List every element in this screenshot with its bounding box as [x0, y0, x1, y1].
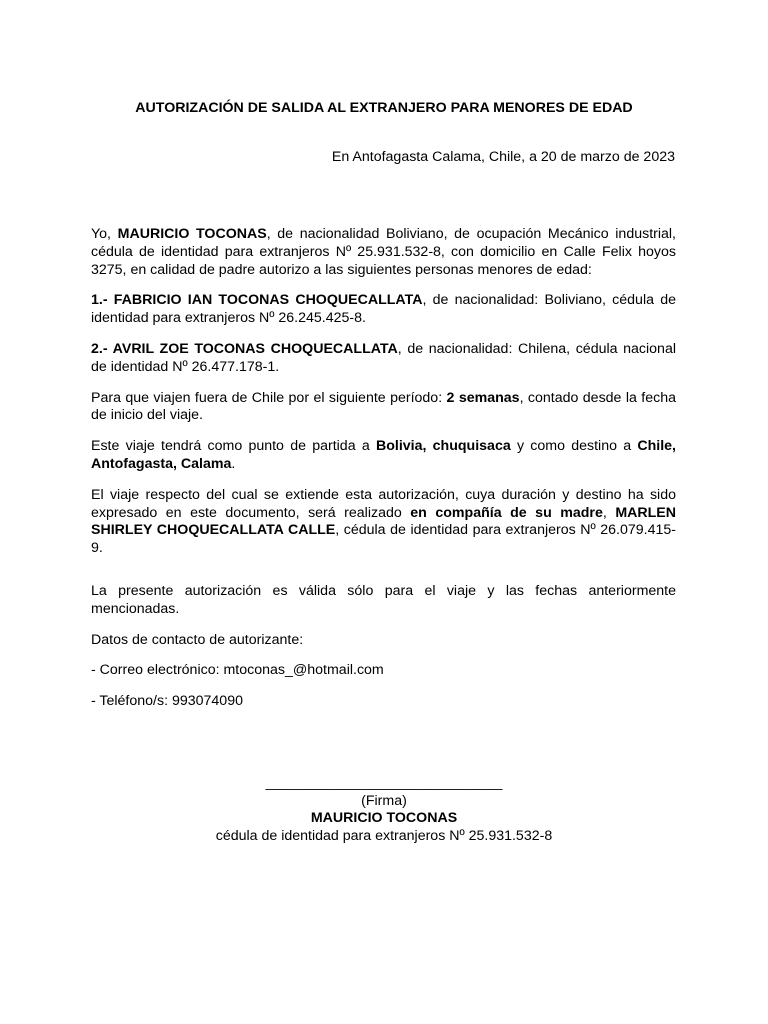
- trip-duration: 2 semanas: [446, 389, 520, 406]
- period-paragraph: [91, 390, 676, 426]
- signature-line: ______________________________: [265, 775, 503, 791]
- signer-name: MAURICIO TOCONAS: [310, 810, 458, 826]
- route-paragraph: [91, 438, 676, 474]
- companion-text-2: ,: [602, 504, 616, 521]
- document-body: [91, 226, 676, 724]
- companion-name: MARLEN SHIRLEY CHOQUECALLATA CALLE: [91, 504, 676, 539]
- minor-2-details: , de nacionalidad: Chilena, cédula nacional de identidad Nº 26.477.178-1.: [91, 340, 676, 375]
- companion-text-3: , cédula de identidad para extranjeros Nº 26.079.415-9.: [91, 522, 676, 557]
- minor-2-paragraph: [91, 341, 676, 377]
- minor-1-name: 1.- FABRICIO IAN TOCONAS CHOQUECALLATA: [91, 292, 423, 309]
- minor-1-paragraph: [91, 292, 676, 328]
- intro-paragraph: [91, 226, 676, 279]
- email-line: - Correo electrónico: mtoconas_@hotmail.com: [91, 662, 384, 679]
- validity-paragraph: La presente autorización es válida sólo para el viaje y las fechas anteriormente mencionadas.: [91, 582, 676, 617]
- spacer: [91, 571, 676, 583]
- signature-label: (Firma): [361, 792, 407, 809]
- document-title: AUTORIZACIÓN DE SALIDA AL EXTRANJERO PARA MENORES DE EDAD: [135, 100, 633, 116]
- minor-1-details: , de nacionalidad: Boliviano, cédula de identidad para extranjeros Nº 26.245.425-8.: [91, 292, 676, 327]
- date-line: En Antofagasta Calama, Chile, a 20 de marzo de 2023: [331, 149, 675, 165]
- contact-heading: Datos de contacto de autorizante:: [91, 631, 304, 648]
- trip-destination: Chile, Antofagasta, Calama: [91, 438, 676, 472]
- signer-id: cédula de identidad para extranjeros Nº 25.931.532-8: [215, 827, 553, 844]
- intro-text-2: , de nacionalidad Boliviano, de ocupación Mecánico industrial, cédula de identidad para extranjeros Nº 25.931.532-8, con domicilio en Calle Felix hoyos 3275, en calidad de padre autorizo a las siguientes personas menores de edad:: [91, 226, 677, 278]
- companion-text-1: El viaje respecto del cual se extiende esta autorización, cuya duración y destino ha sido expresado en este documento, será realizado: [91, 486, 676, 521]
- signature-block: [0, 775, 768, 845]
- period-text-1: Para que viajen fuera de Chile por el siguiente período:: [91, 389, 447, 406]
- trip-origin: Bolivia, chuquisaca: [375, 438, 511, 455]
- intro-text-1: Yo,: [91, 226, 118, 242]
- authorizer-name: MAURICIO TOCONAS: [117, 226, 267, 242]
- route-text-2: y como destino a: [510, 438, 638, 455]
- minor-2-name: 2.- AVRIL ZOE TOCONAS CHOQUECALLATA: [91, 340, 398, 357]
- companion-relation: en compañía de su madre: [410, 504, 603, 521]
- phone-line: - Teléfono/s: 993074090: [91, 693, 243, 710]
- route-text-1: Este viaje tendrá como punto de partida a: [91, 438, 376, 455]
- companion-paragraph: [91, 487, 676, 558]
- period-text-2: , contado desde la fecha de inicio del viaje.: [91, 389, 676, 424]
- route-text-3: .: [231, 455, 236, 472]
